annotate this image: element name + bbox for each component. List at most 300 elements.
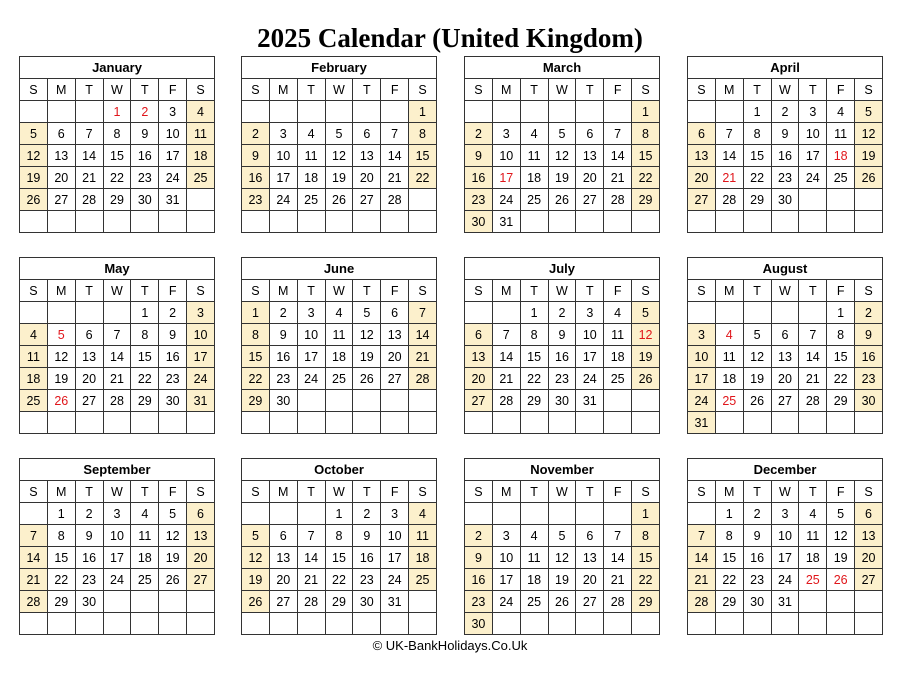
day-cell: 6: [353, 123, 381, 145]
month-name: March: [465, 57, 660, 79]
day-cell: 5: [548, 123, 576, 145]
day-cell: 27: [465, 390, 493, 412]
month-table: [241, 458, 437, 635]
day-cell: 19: [159, 547, 187, 569]
day-cell: 24: [269, 189, 297, 211]
bank-holiday-cell: 17: [492, 167, 520, 189]
day-cell: 5: [325, 123, 353, 145]
day-cell: 4: [325, 302, 353, 324]
day-cell: 12: [47, 346, 75, 368]
day-cell: 1: [409, 101, 437, 123]
day-cell: 4: [604, 302, 632, 324]
day-cell: 20: [465, 368, 493, 390]
day-cell: 31: [492, 211, 520, 233]
day-cell: 19: [20, 167, 48, 189]
empty-cell: [353, 390, 381, 412]
day-cell: 8: [632, 525, 660, 547]
empty-cell: [242, 503, 270, 525]
weekday-header: T: [799, 280, 827, 302]
weekday-header: M: [715, 280, 743, 302]
empty-cell: [325, 412, 353, 434]
day-cell: 4: [20, 324, 48, 346]
empty-cell: [75, 101, 103, 123]
day-cell: 29: [131, 390, 159, 412]
empty-cell: [548, 412, 576, 434]
day-cell: 22: [103, 167, 131, 189]
day-cell: 2: [269, 302, 297, 324]
day-cell: 4: [187, 101, 215, 123]
weekday-header: F: [381, 79, 409, 101]
empty-cell: [520, 613, 548, 635]
empty-cell: [269, 412, 297, 434]
empty-cell: [381, 101, 409, 123]
day-cell: 22: [827, 368, 855, 390]
day-cell: 16: [855, 346, 883, 368]
month-name: February: [242, 57, 437, 79]
day-cell: 15: [47, 547, 75, 569]
day-cell: 25: [409, 569, 437, 591]
day-cell: 24: [576, 368, 604, 390]
day-cell: 24: [187, 368, 215, 390]
empty-cell: [632, 390, 660, 412]
day-cell: 15: [242, 346, 270, 368]
day-cell: 20: [187, 547, 215, 569]
empty-cell: [325, 211, 353, 233]
empty-cell: [297, 503, 325, 525]
empty-cell: [492, 613, 520, 635]
empty-cell: [799, 189, 827, 211]
day-cell: 18: [520, 569, 548, 591]
weekday-header: T: [576, 79, 604, 101]
empty-cell: [715, 302, 743, 324]
day-cell: 28: [688, 591, 716, 613]
weekday-header: T: [353, 79, 381, 101]
day-cell: 13: [75, 346, 103, 368]
day-cell: 6: [381, 302, 409, 324]
day-cell: 5: [159, 503, 187, 525]
weekday-header: S: [187, 280, 215, 302]
day-cell: 9: [743, 525, 771, 547]
day-cell: 14: [715, 145, 743, 167]
empty-cell: [269, 211, 297, 233]
empty-cell: [409, 412, 437, 434]
day-cell: 8: [103, 123, 131, 145]
weekday-header: M: [492, 79, 520, 101]
weekday-header: M: [269, 79, 297, 101]
empty-cell: [688, 503, 716, 525]
month-name: June: [242, 258, 437, 280]
weekday-header: S: [632, 280, 660, 302]
day-cell: 11: [409, 525, 437, 547]
empty-cell: [20, 412, 48, 434]
day-cell: 18: [520, 167, 548, 189]
day-cell: 24: [492, 591, 520, 613]
day-cell: 9: [855, 324, 883, 346]
weekday-header: F: [827, 79, 855, 101]
day-cell: 9: [771, 123, 799, 145]
weekday-header: F: [159, 79, 187, 101]
empty-cell: [771, 211, 799, 233]
day-cell: 11: [827, 123, 855, 145]
day-cell: 25: [604, 368, 632, 390]
day-cell: 24: [799, 167, 827, 189]
weekday-header: M: [715, 79, 743, 101]
day-cell: 5: [242, 525, 270, 547]
weekday-header: W: [771, 481, 799, 503]
day-cell: 12: [325, 145, 353, 167]
day-cell: 2: [242, 123, 270, 145]
page-title: 2025 Calendar (United Kingdom): [257, 23, 643, 53]
weekday-header: W: [325, 79, 353, 101]
weekday-header: W: [548, 79, 576, 101]
empty-cell: [353, 101, 381, 123]
weekday-header: W: [325, 481, 353, 503]
day-cell: 23: [743, 569, 771, 591]
day-cell: 30: [159, 390, 187, 412]
empty-cell: [827, 211, 855, 233]
empty-cell: [632, 613, 660, 635]
weekday-header: S: [409, 481, 437, 503]
empty-cell: [325, 613, 353, 635]
day-cell: 13: [381, 324, 409, 346]
day-cell: 10: [799, 123, 827, 145]
day-cell: 30: [269, 390, 297, 412]
day-cell: 13: [187, 525, 215, 547]
empty-cell: [604, 211, 632, 233]
empty-cell: [47, 211, 75, 233]
empty-cell: [353, 211, 381, 233]
empty-cell: [75, 412, 103, 434]
empty-cell: [47, 101, 75, 123]
day-cell: 23: [353, 569, 381, 591]
day-cell: 25: [520, 591, 548, 613]
day-cell: 3: [269, 123, 297, 145]
day-cell: 10: [381, 525, 409, 547]
month-table: [19, 56, 215, 233]
day-cell: 25: [297, 189, 325, 211]
day-cell: 8: [47, 525, 75, 547]
day-cell: 12: [353, 324, 381, 346]
empty-cell: [159, 211, 187, 233]
day-cell: 19: [548, 167, 576, 189]
bank-holiday-cell: 25: [799, 569, 827, 591]
day-cell: 16: [771, 145, 799, 167]
day-cell: 13: [576, 145, 604, 167]
day-cell: 2: [75, 503, 103, 525]
empty-cell: [548, 211, 576, 233]
weekday-header: W: [771, 79, 799, 101]
day-cell: 21: [297, 569, 325, 591]
empty-cell: [20, 101, 48, 123]
day-cell: 10: [269, 145, 297, 167]
weekday-header: W: [771, 280, 799, 302]
empty-cell: [75, 211, 103, 233]
day-cell: 20: [855, 547, 883, 569]
empty-cell: [47, 302, 75, 324]
day-cell: 9: [242, 145, 270, 167]
day-cell: 31: [187, 390, 215, 412]
day-cell: 15: [325, 547, 353, 569]
day-cell: 18: [325, 346, 353, 368]
month-december: [687, 458, 883, 635]
empty-cell: [381, 412, 409, 434]
day-cell: 1: [632, 503, 660, 525]
weekday-header: M: [492, 481, 520, 503]
day-cell: 26: [548, 189, 576, 211]
day-cell: 28: [20, 591, 48, 613]
day-cell: 31: [381, 591, 409, 613]
day-cell: 7: [20, 525, 48, 547]
month-october: [241, 458, 437, 635]
day-cell: 2: [465, 525, 493, 547]
empty-cell: [159, 613, 187, 635]
bank-holiday-cell: 25: [715, 390, 743, 412]
day-cell: 19: [632, 346, 660, 368]
day-cell: 15: [827, 346, 855, 368]
day-cell: 27: [688, 189, 716, 211]
day-cell: 9: [269, 324, 297, 346]
weekday-header: S: [409, 79, 437, 101]
empty-cell: [576, 412, 604, 434]
day-cell: 14: [103, 346, 131, 368]
day-cell: 17: [269, 167, 297, 189]
day-cell: 28: [381, 189, 409, 211]
weekday-header: S: [688, 280, 716, 302]
empty-cell: [688, 613, 716, 635]
month-july: [464, 257, 660, 434]
day-cell: 31: [771, 591, 799, 613]
day-cell: 8: [409, 123, 437, 145]
month-table: [687, 458, 883, 635]
day-cell: 22: [520, 368, 548, 390]
month-name: April: [688, 57, 883, 79]
empty-cell: [492, 412, 520, 434]
day-cell: 23: [269, 368, 297, 390]
day-cell: 28: [409, 368, 437, 390]
day-cell: 21: [103, 368, 131, 390]
day-cell: 21: [409, 346, 437, 368]
day-cell: 5: [632, 302, 660, 324]
empty-cell: [492, 302, 520, 324]
day-cell: 6: [771, 324, 799, 346]
day-cell: 3: [492, 123, 520, 145]
month-january: [19, 56, 215, 233]
day-cell: 18: [187, 145, 215, 167]
day-cell: 17: [187, 346, 215, 368]
day-cell: 11: [715, 346, 743, 368]
empty-cell: [743, 211, 771, 233]
day-cell: 27: [771, 390, 799, 412]
day-cell: 17: [103, 547, 131, 569]
empty-cell: [381, 390, 409, 412]
day-cell: 13: [47, 145, 75, 167]
empty-cell: [159, 591, 187, 613]
empty-cell: [297, 390, 325, 412]
day-cell: 15: [131, 346, 159, 368]
weekday-header: M: [47, 79, 75, 101]
day-cell: 10: [771, 525, 799, 547]
weekday-header: S: [242, 79, 270, 101]
empty-cell: [799, 591, 827, 613]
day-cell: 27: [75, 390, 103, 412]
empty-cell: [632, 412, 660, 434]
weekday-header: F: [381, 481, 409, 503]
day-cell: 29: [632, 591, 660, 613]
empty-cell: [381, 613, 409, 635]
day-cell: 9: [131, 123, 159, 145]
day-cell: 7: [799, 324, 827, 346]
day-cell: 19: [242, 569, 270, 591]
day-cell: 27: [381, 368, 409, 390]
month-table: [241, 257, 437, 434]
day-cell: 20: [381, 346, 409, 368]
month-name: November: [465, 459, 660, 481]
day-cell: 1: [47, 503, 75, 525]
day-cell: 29: [325, 591, 353, 613]
day-cell: 5: [743, 324, 771, 346]
day-cell: 31: [159, 189, 187, 211]
day-cell: 23: [771, 167, 799, 189]
month-march: [464, 56, 660, 233]
day-cell: 6: [576, 123, 604, 145]
day-cell: 19: [548, 569, 576, 591]
day-cell: 14: [20, 547, 48, 569]
day-cell: 1: [520, 302, 548, 324]
day-cell: 16: [242, 167, 270, 189]
empty-cell: [131, 591, 159, 613]
day-cell: 11: [131, 525, 159, 547]
empty-cell: [297, 101, 325, 123]
day-cell: 24: [492, 189, 520, 211]
day-cell: 21: [604, 569, 632, 591]
day-cell: 28: [799, 390, 827, 412]
empty-cell: [688, 211, 716, 233]
weekday-header: W: [103, 280, 131, 302]
day-cell: 22: [325, 569, 353, 591]
weekday-header: T: [353, 280, 381, 302]
day-cell: 19: [855, 145, 883, 167]
day-cell: 10: [492, 547, 520, 569]
empty-cell: [799, 613, 827, 635]
day-cell: 6: [47, 123, 75, 145]
weekday-header: F: [159, 481, 187, 503]
day-cell: 2: [159, 302, 187, 324]
empty-cell: [381, 211, 409, 233]
day-cell: 31: [688, 412, 716, 434]
day-cell: 28: [604, 591, 632, 613]
day-cell: 29: [743, 189, 771, 211]
day-cell: 16: [353, 547, 381, 569]
day-cell: 3: [576, 302, 604, 324]
day-cell: 26: [743, 390, 771, 412]
day-cell: 18: [20, 368, 48, 390]
day-cell: 6: [688, 123, 716, 145]
day-cell: 7: [715, 123, 743, 145]
day-cell: 23: [242, 189, 270, 211]
day-cell: 13: [576, 547, 604, 569]
day-cell: 25: [187, 167, 215, 189]
empty-cell: [103, 412, 131, 434]
day-cell: 22: [409, 167, 437, 189]
day-cell: 13: [855, 525, 883, 547]
day-cell: 10: [297, 324, 325, 346]
day-cell: 30: [548, 390, 576, 412]
month-table: [464, 257, 660, 434]
day-cell: 16: [269, 346, 297, 368]
day-cell: 22: [715, 569, 743, 591]
weekday-header: T: [353, 481, 381, 503]
empty-cell: [855, 211, 883, 233]
weekday-header: T: [520, 481, 548, 503]
day-cell: 14: [75, 145, 103, 167]
day-cell: 14: [381, 145, 409, 167]
day-cell: 7: [75, 123, 103, 145]
day-cell: 14: [297, 547, 325, 569]
day-cell: 22: [743, 167, 771, 189]
month-name: January: [20, 57, 215, 79]
day-cell: 13: [771, 346, 799, 368]
empty-cell: [743, 302, 771, 324]
empty-cell: [353, 613, 381, 635]
day-cell: 6: [465, 324, 493, 346]
empty-cell: [159, 412, 187, 434]
day-cell: 23: [465, 591, 493, 613]
weekday-header: F: [827, 280, 855, 302]
day-cell: 17: [297, 346, 325, 368]
weekday-header: M: [47, 481, 75, 503]
day-cell: 2: [353, 503, 381, 525]
day-cell: 14: [409, 324, 437, 346]
day-cell: 12: [827, 525, 855, 547]
day-cell: 9: [75, 525, 103, 547]
day-cell: 31: [576, 390, 604, 412]
day-cell: 4: [827, 101, 855, 123]
day-cell: 9: [465, 145, 493, 167]
day-cell: 2: [743, 503, 771, 525]
empty-cell: [103, 613, 131, 635]
day-cell: 18: [297, 167, 325, 189]
empty-cell: [771, 412, 799, 434]
day-cell: 8: [632, 123, 660, 145]
day-cell: 17: [688, 368, 716, 390]
day-cell: 5: [353, 302, 381, 324]
day-cell: 18: [799, 547, 827, 569]
day-cell: 7: [381, 123, 409, 145]
day-cell: 26: [20, 189, 48, 211]
month-june: [241, 257, 437, 434]
empty-cell: [187, 189, 215, 211]
weekday-header: T: [131, 481, 159, 503]
day-cell: 3: [103, 503, 131, 525]
day-cell: 7: [604, 525, 632, 547]
day-cell: 24: [381, 569, 409, 591]
day-cell: 1: [632, 101, 660, 123]
day-cell: 30: [743, 591, 771, 613]
weekday-header: T: [297, 280, 325, 302]
empty-cell: [632, 211, 660, 233]
day-cell: 7: [297, 525, 325, 547]
month-september: [19, 458, 215, 635]
day-cell: 14: [604, 145, 632, 167]
month-february: [241, 56, 437, 233]
day-cell: 1: [325, 503, 353, 525]
day-cell: 23: [465, 189, 493, 211]
weekday-header: S: [465, 280, 493, 302]
day-cell: 17: [771, 547, 799, 569]
day-cell: 6: [855, 503, 883, 525]
day-cell: 2: [771, 101, 799, 123]
empty-cell: [187, 591, 215, 613]
